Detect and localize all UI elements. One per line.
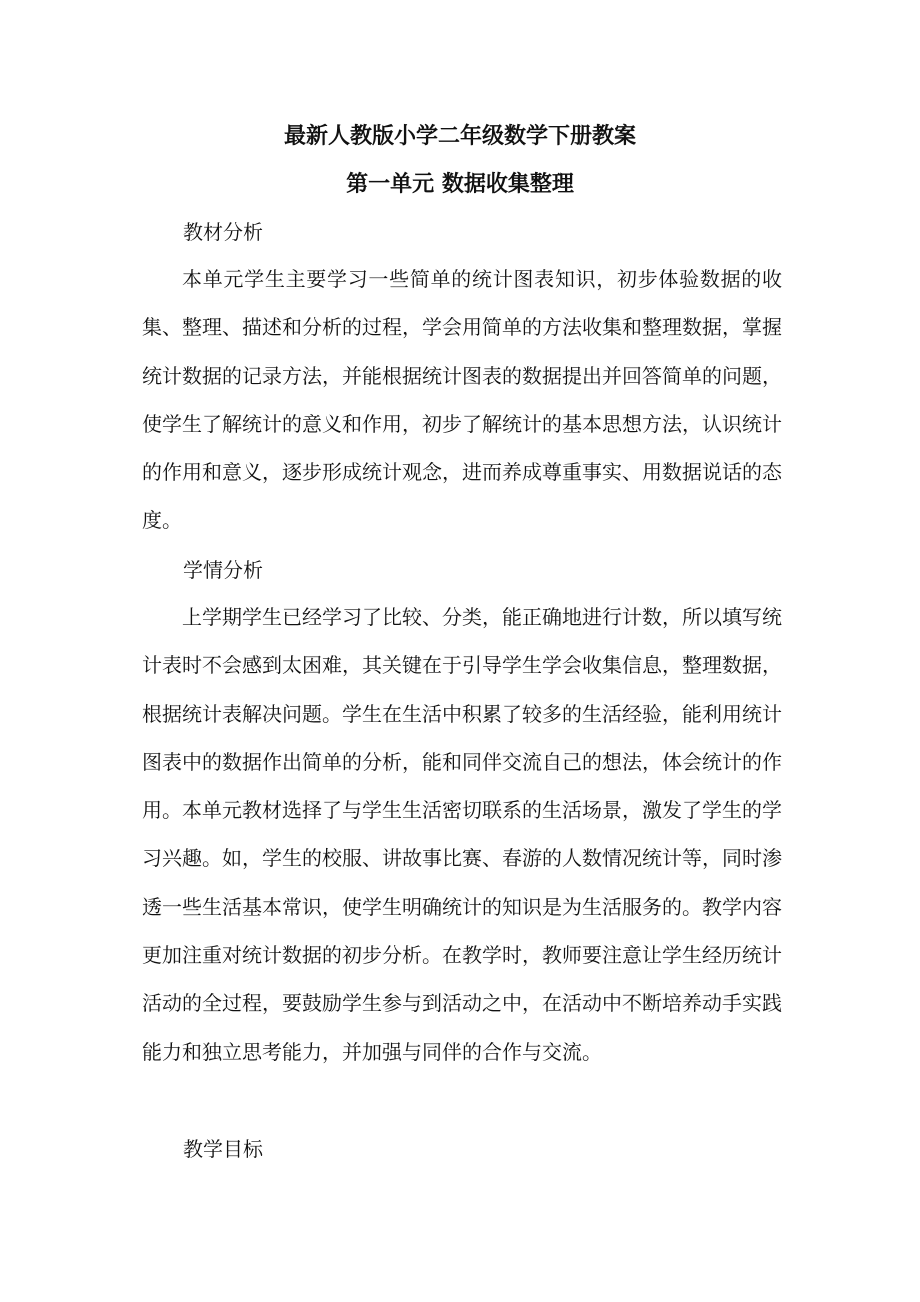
section-heading-teaching-objectives: 教学目标	[183, 1137, 263, 1161]
unit-title: 第一单元 数据收集整理	[346, 171, 574, 197]
section-paragraph-student-analysis: 上学期学生已经学习了比较、分类，能正确地进行计数，所以填写统计表时不会感到太困难，其关键在于引导学生学会收集信息，整理数据，根据统计表解决问题。学生在生活中积累了较多的生活经验，能利用统计图表中的数据作出简单的分析，能和同伴交流自己的想法，体会统计的作用。本单元教材选择了与学生生活密切联系的生活场景，激发了学生的学习兴趣。如，学生的校服、讲故事比赛、春游的人数情况统计等，同时渗透一些生活基本常识，使学生明确统计的知识是为生活服务的。教学内容更加注重对统计数据的初步分析。在教学时，教师要注意让学生经历统计活动的全过程，要鼓励学生参与到活动之中，在活动中不断培养动手实践能力和独立思考能力，并加强与同伴的合作与交流。	[142, 605, 782, 1064]
section-heading-student-analysis: 学情分析	[183, 558, 263, 582]
section-heading-textbook-analysis: 教材分析	[183, 220, 263, 244]
section-paragraph-textbook-analysis: 本单元学生主要学习一些简单的统计图表知识，初步体验数据的收集、整理、描述和分析的过程，学会用简单的方法收集和整理数据，掌握统计数据的记录方法，并能根据统计图表的数据提出并回答简单的问题，使学生了解统计的意义和作用，初步了解统计的基本思想方法，认识统计的作用和意义，逐步形成统计观念，进而养成尊重事实、用数据说话的态度。	[142, 267, 782, 533]
document-title: 最新人教版小学二年级数学下册教案	[283, 123, 636, 149]
